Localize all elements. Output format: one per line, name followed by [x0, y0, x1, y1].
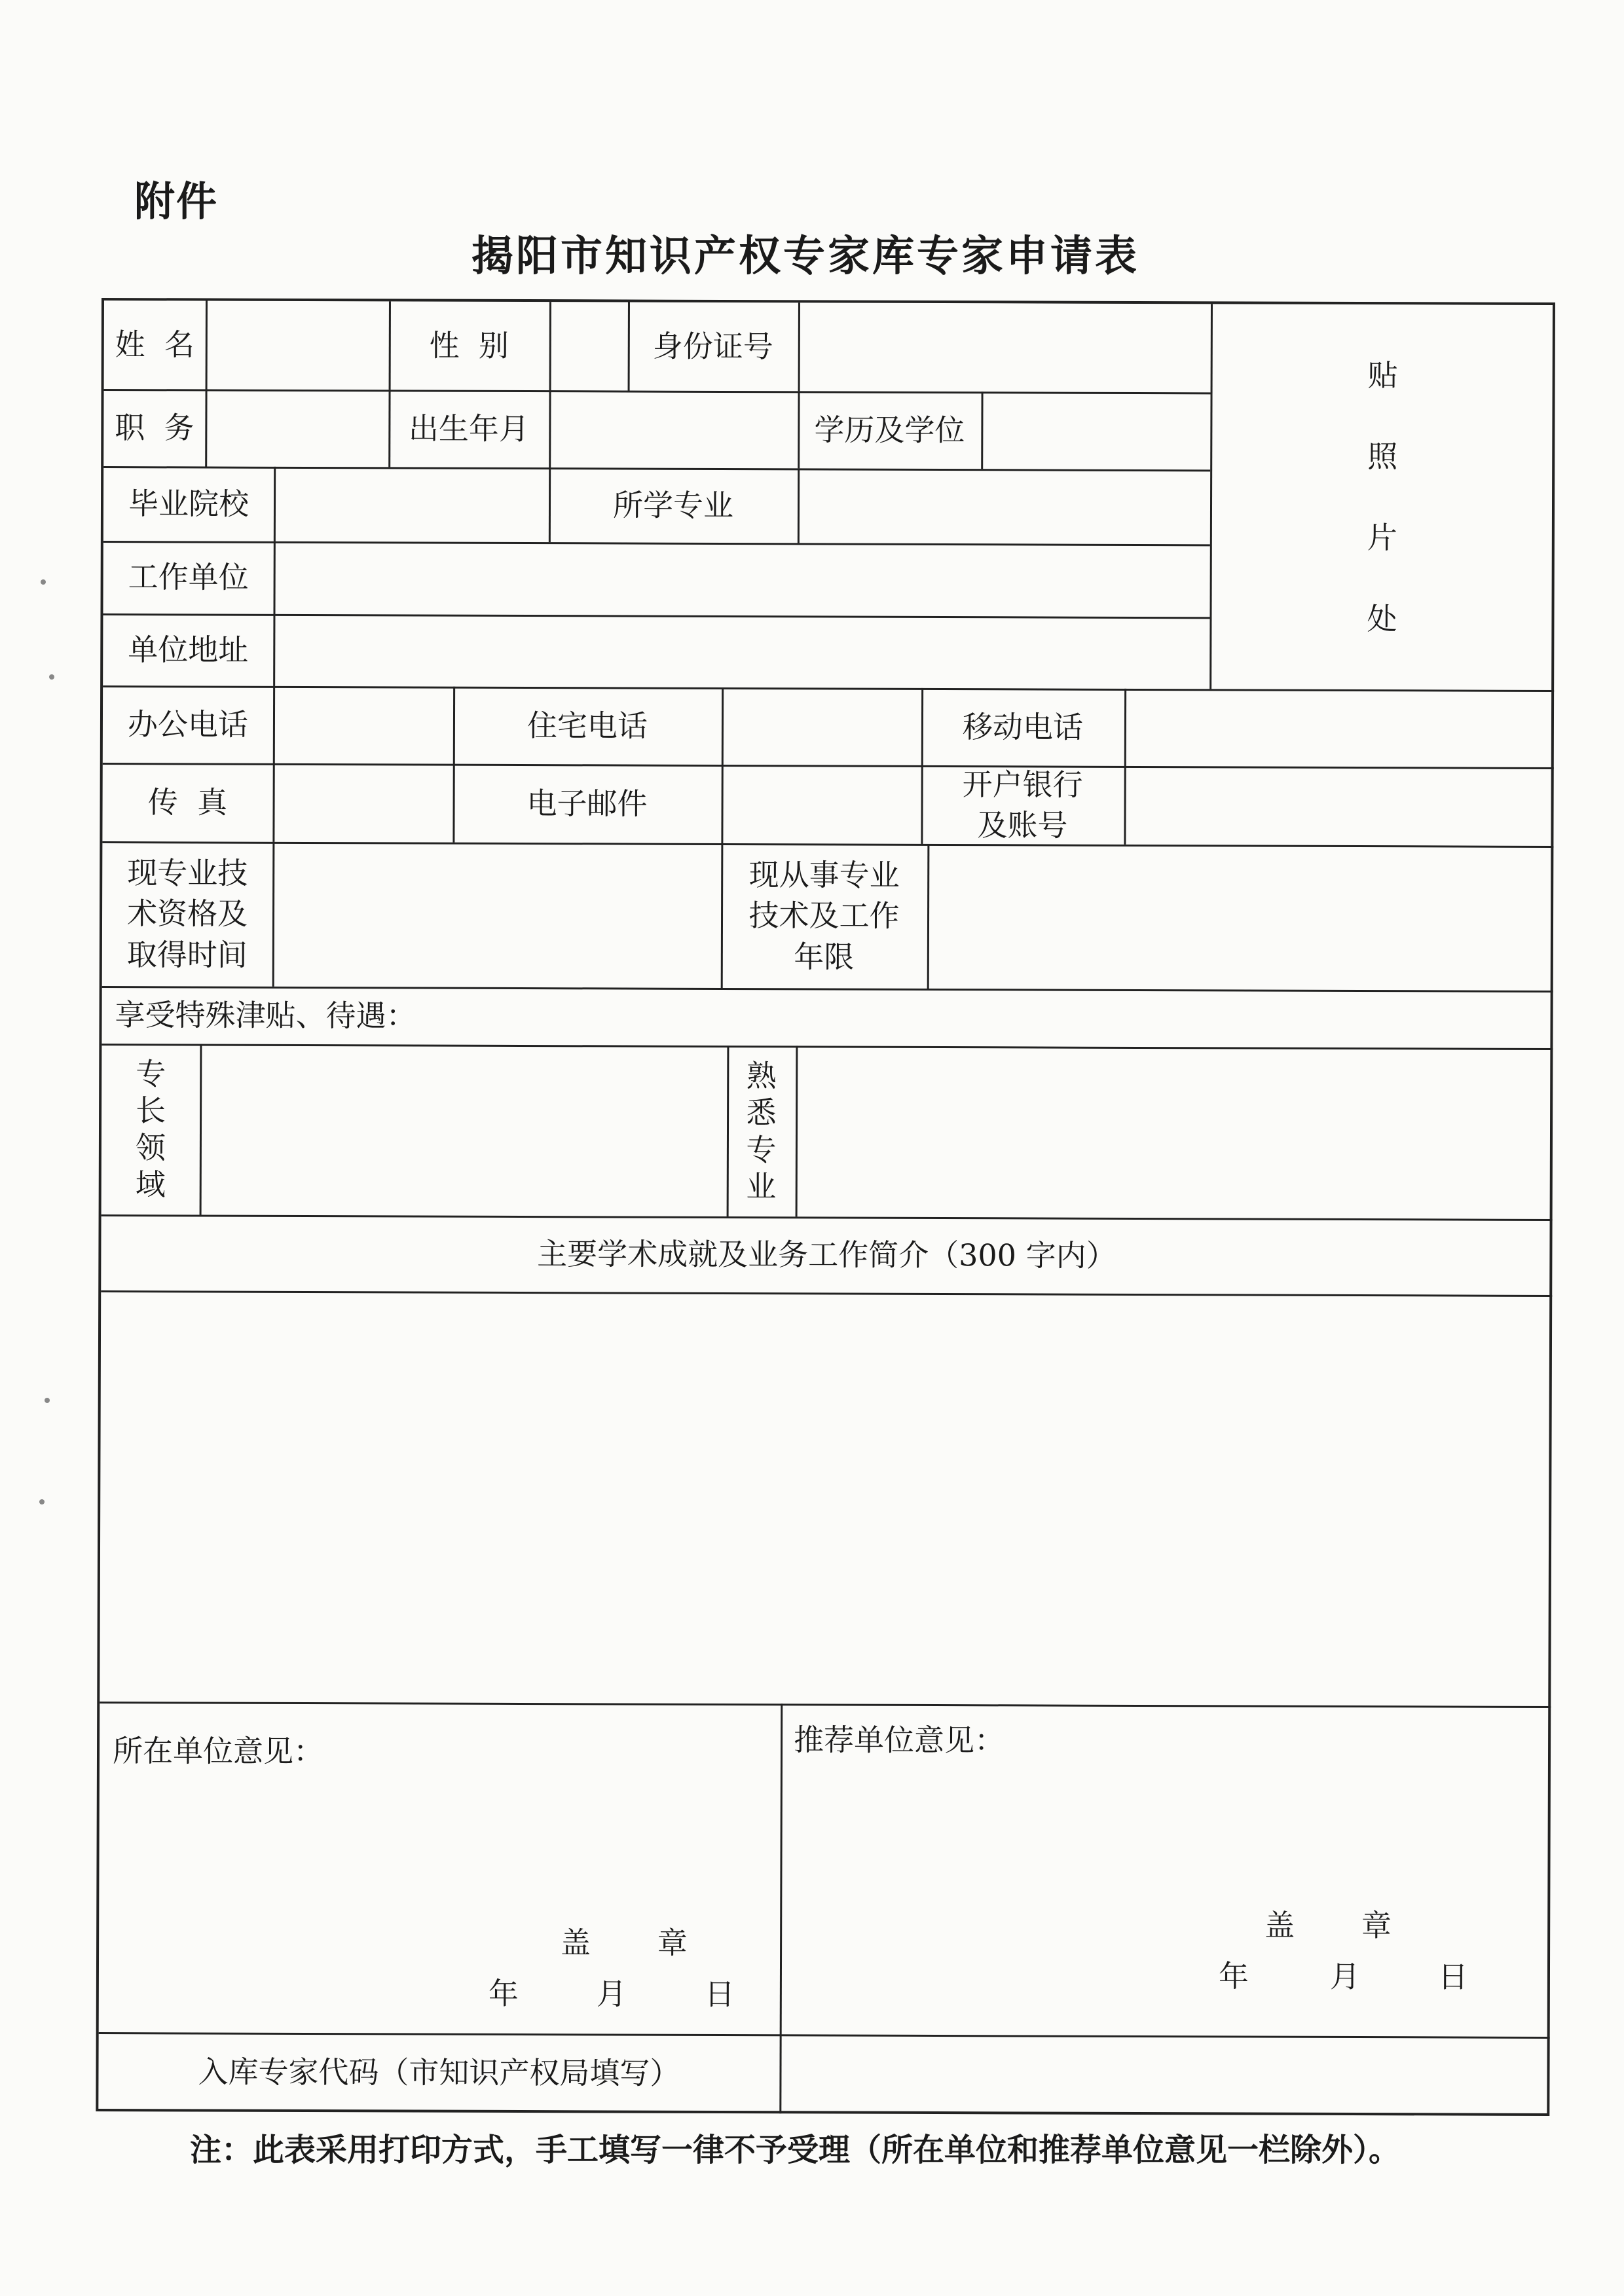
scan-speck	[41, 579, 46, 585]
photo-char: 照	[1367, 438, 1398, 475]
specialty-char: 领	[135, 1129, 166, 1165]
work-years-label-line: 现从事专业	[748, 857, 900, 894]
email-label: 电子邮件	[526, 785, 648, 822]
birth-field[interactable]	[549, 390, 798, 468]
qualification-field[interactable]	[272, 842, 722, 988]
qualification-label-line: 术资格及	[126, 896, 248, 932]
bank-field[interactable]	[1124, 766, 1553, 846]
photo-char: 处	[1367, 601, 1397, 637]
fax-label: 传 真	[147, 784, 228, 820]
familiar-char: 业	[746, 1168, 777, 1204]
mobile-label: 移动电话	[962, 708, 1084, 745]
mobile-field[interactable]	[1124, 689, 1554, 767]
education-field[interactable]	[981, 392, 1210, 469]
attachment-label: 附件	[134, 177, 219, 225]
birth-label: 出生年月	[408, 410, 529, 446]
expert-code-field[interactable]	[779, 2034, 1549, 2116]
gender-field[interactable]	[549, 302, 628, 390]
unit-seal-label: 盖 章	[561, 1925, 689, 1961]
email-field[interactable]	[721, 765, 921, 844]
application-form	[96, 298, 1555, 2116]
recommend-seal-label: 盖 章	[1264, 1907, 1393, 1944]
qualification-label	[102, 841, 273, 987]
recommend-date-month: 月	[1329, 1958, 1362, 1995]
bank-label-line: 及账号	[977, 807, 1068, 843]
work-years-label	[721, 843, 928, 989]
employer-address-label: 单位地址	[128, 631, 249, 668]
work-years-label-line: 技术及工作	[748, 898, 900, 934]
name-label: 姓 名	[115, 327, 194, 363]
id-number-label: 身份证号	[652, 328, 773, 365]
name-field[interactable]	[206, 301, 389, 390]
office-phone-label: 办公电话	[127, 706, 249, 742]
unit-opinion-field[interactable]	[99, 1702, 781, 2034]
unit-date-year: 年	[488, 1975, 520, 2012]
unit-opinion-label: 所在单位意见：	[112, 1732, 324, 1769]
specialty-char: 域	[135, 1166, 166, 1202]
familiar-char: 熟	[746, 1058, 777, 1094]
achievements-field[interactable]	[100, 1290, 1552, 1706]
work-years-field[interactable]	[927, 844, 1554, 991]
fax-field[interactable]	[272, 763, 452, 843]
photo-placeholder[interactable]	[1209, 304, 1555, 690]
bank-label-line: 开户银行	[962, 767, 1083, 803]
gender-label: 性 别	[429, 327, 509, 364]
familiar-char: 专	[746, 1131, 777, 1167]
recommend-opinion-field[interactable]	[780, 1704, 1551, 2037]
familiar-major-field[interactable]	[796, 1046, 1553, 1219]
scan-speck	[49, 674, 54, 680]
home-phone-field[interactable]	[722, 687, 921, 765]
form-title: 揭阳市知识产权专家库专家申请表	[471, 232, 1139, 281]
id-number-field[interactable]	[798, 302, 1211, 392]
major-label: 所学专业	[612, 487, 734, 523]
qualification-label-line: 取得时间	[126, 936, 248, 973]
office-phone-field[interactable]	[273, 686, 453, 764]
familiar-char: 悉	[746, 1095, 777, 1131]
unit-date-month: 月	[596, 1976, 628, 2012]
home-phone-label: 住宅电话	[526, 707, 648, 744]
position-label: 职 务	[115, 409, 194, 446]
unit-date-day: 日	[704, 1976, 736, 2013]
school-label: 毕业院校	[128, 485, 249, 522]
school-field[interactable]	[274, 467, 549, 542]
specialty-char: 长	[136, 1093, 166, 1129]
expert-code-label: 入库专家代码（市知识产权局填写）	[198, 2054, 680, 2091]
major-field[interactable]	[798, 468, 1210, 544]
employer-address-field[interactable]	[273, 614, 1209, 689]
specialty-label	[101, 1044, 200, 1214]
recommend-opinion-label: 推荐单位意见：	[794, 1721, 1005, 1758]
special-allowance-label: 享受特殊津贴、待遇：	[115, 996, 416, 1034]
recommend-date-year: 年	[1218, 1958, 1251, 1994]
education-label: 学历及学位	[814, 412, 965, 448]
employer-label: 工作单位	[128, 559, 249, 595]
work-years-label-line: 年限	[794, 938, 855, 975]
position-field[interactable]	[205, 389, 388, 467]
bank-label	[921, 765, 1124, 845]
achievements-label: 主要学术成就及业务工作简介（300 字内）	[537, 1235, 1116, 1273]
photo-char: 贴	[1367, 357, 1398, 393]
familiar-major-label	[727, 1046, 796, 1216]
photo-char: 片	[1367, 520, 1397, 556]
footer-note: 注：此表采用打印方式，手工填写一律不予受理（所在单位和推荐单位意见一栏除外）。	[190, 2132, 1401, 2168]
specialty-field[interactable]	[200, 1044, 728, 1216]
specialty-char: 专	[136, 1056, 166, 1092]
qualification-label-line: 现专业技	[127, 855, 248, 892]
scan-speck	[39, 1499, 45, 1504]
recommend-date-day: 日	[1437, 1959, 1470, 1995]
scan-speck	[45, 1398, 50, 1403]
employer-field[interactable]	[273, 541, 1209, 617]
